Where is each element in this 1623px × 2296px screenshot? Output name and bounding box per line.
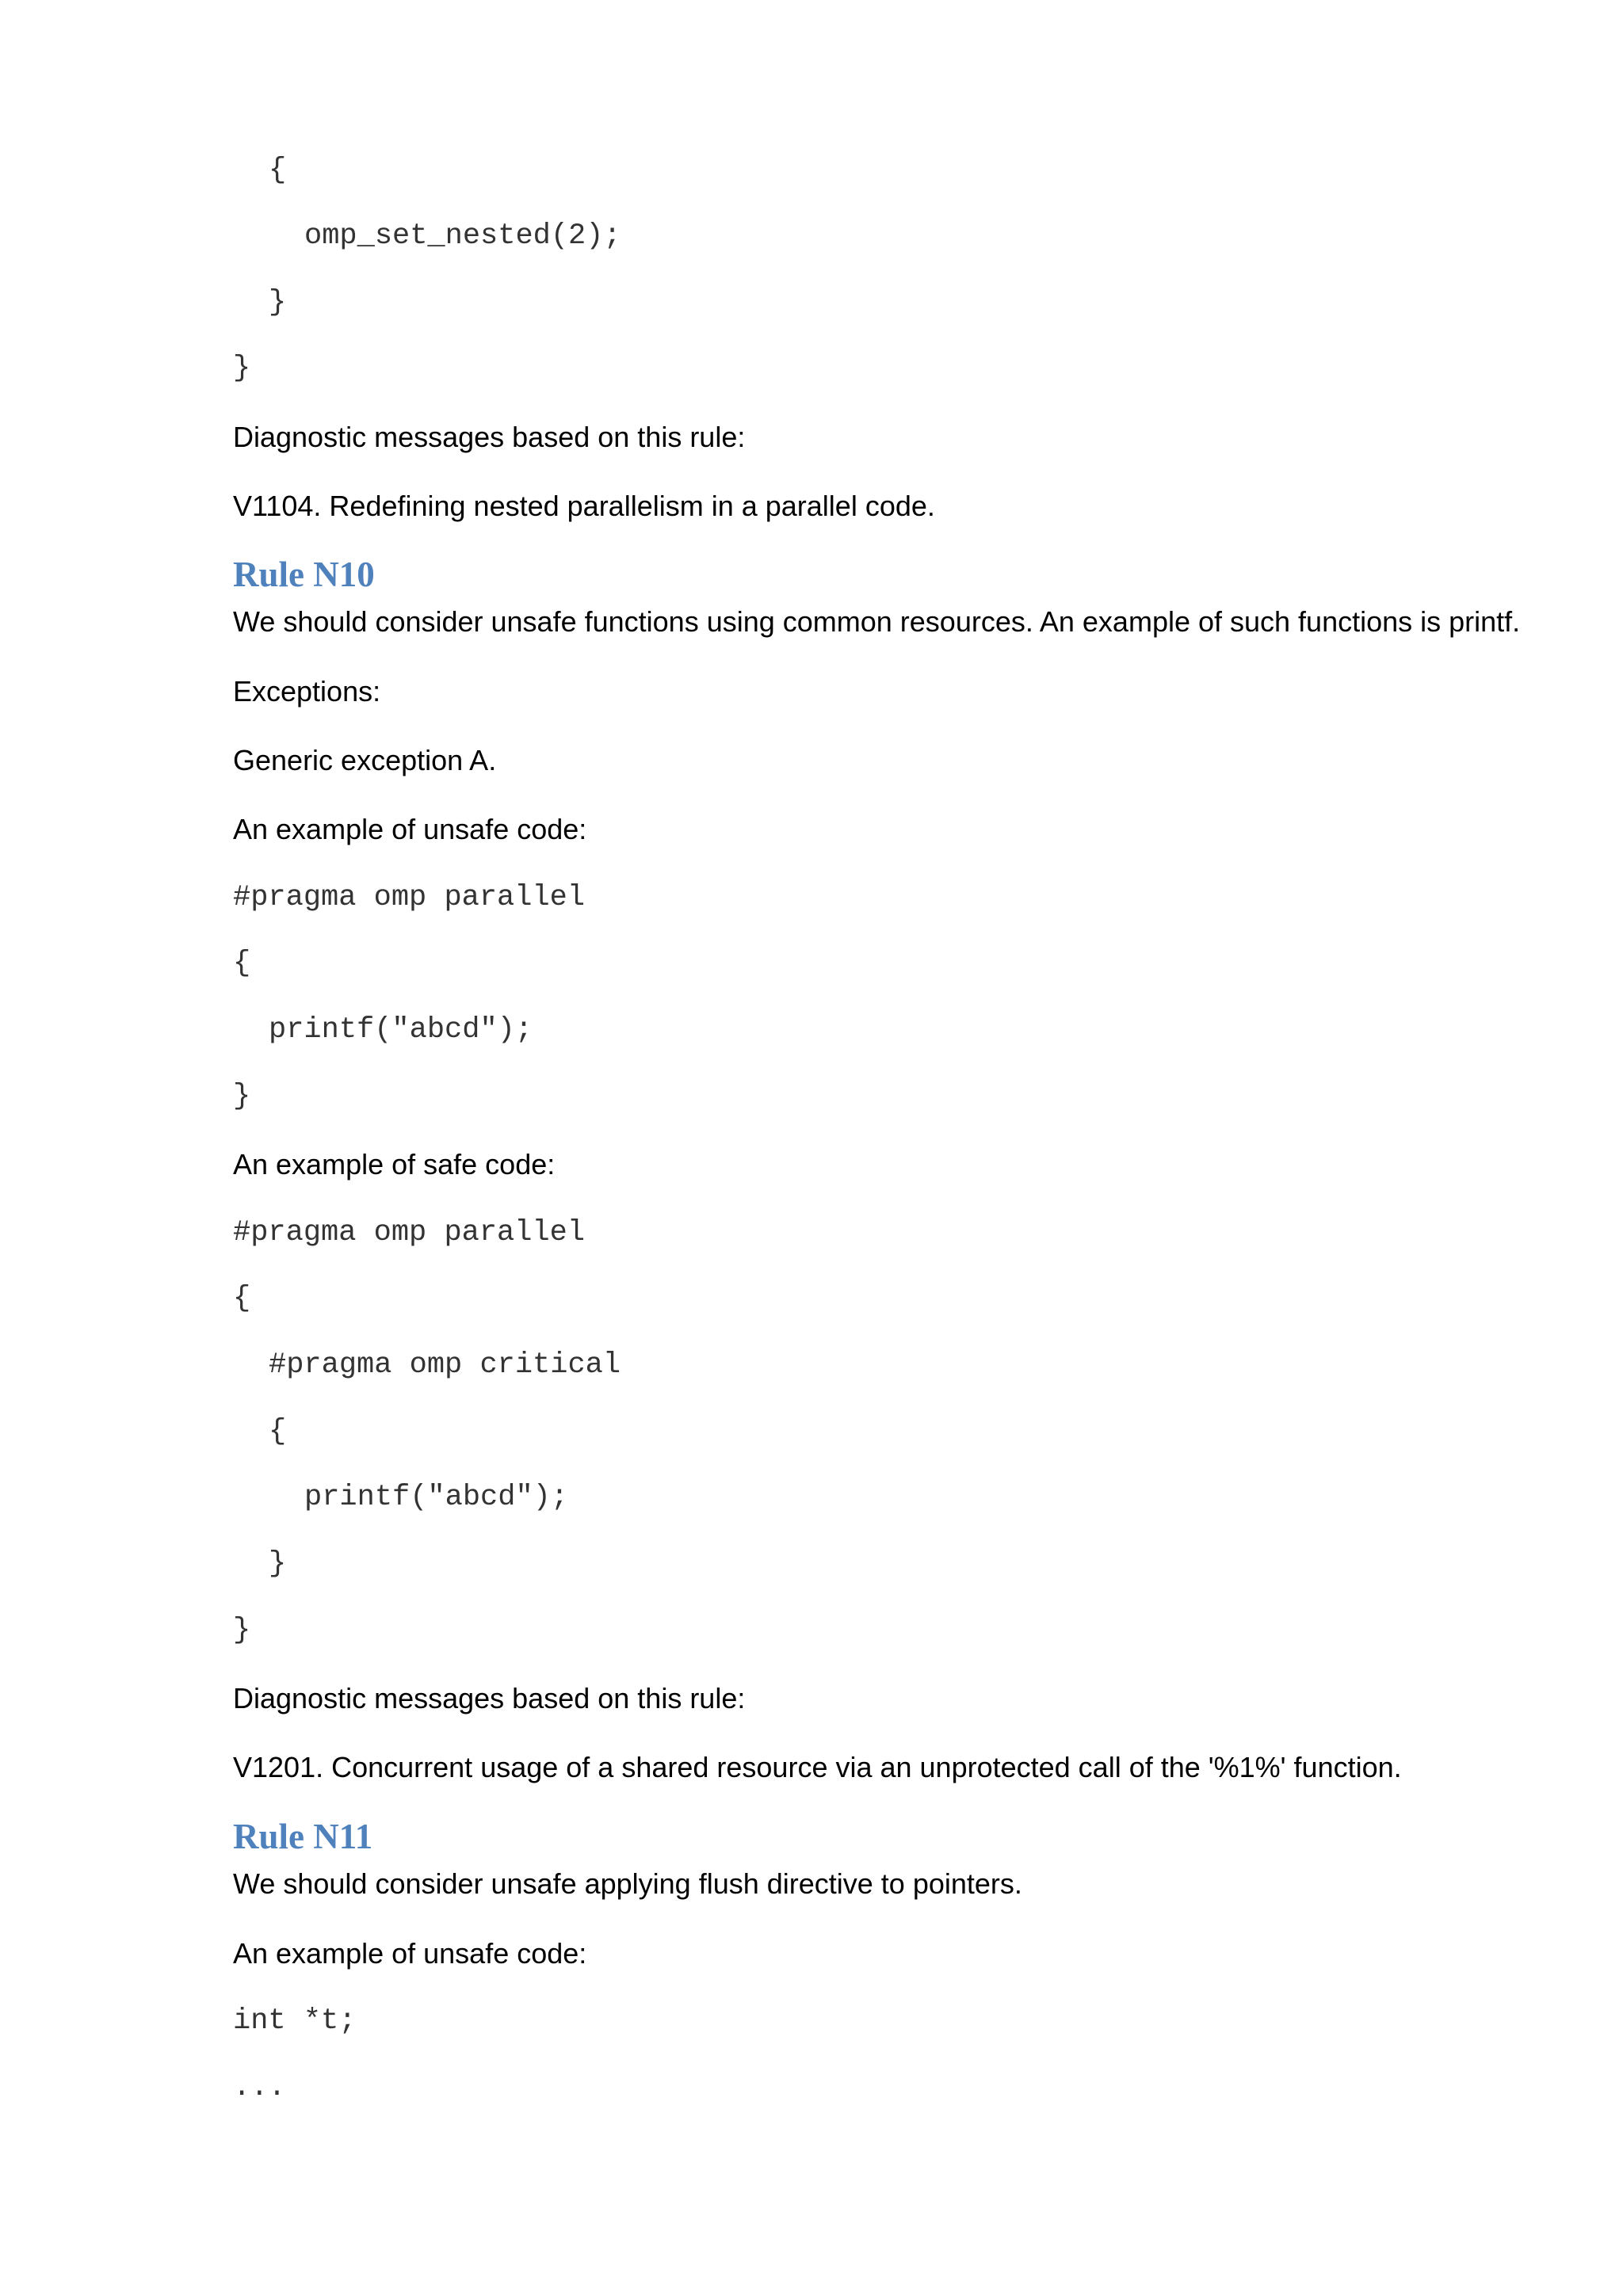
code-line: { <box>233 947 251 980</box>
code-line: { <box>269 154 287 187</box>
code-line: omp_set_nested(2); <box>304 219 621 253</box>
code-line: printf("abcd"); <box>304 1481 569 1514</box>
code-line: } <box>269 286 287 319</box>
code-line: ... <box>233 2071 286 2104</box>
paragraph: Diagnostic messages based on this rule: <box>233 421 746 453</box>
code-line: #pragma omp parallel <box>233 1216 586 1249</box>
code-line: } <box>269 1547 287 1581</box>
paragraph: We should consider unsafe functions using common resources. An example of such functions is printf. <box>233 605 1521 638</box>
paragraph: Generic exception A. <box>233 744 497 776</box>
section-heading: Rule N11 <box>233 1817 373 1856</box>
code-line: { <box>269 1415 287 1448</box>
paragraph: An example of unsafe code: <box>233 813 587 845</box>
code-line: int *t; <box>233 2004 357 2038</box>
section-heading: Rule N10 <box>233 555 375 594</box>
code-line: } <box>233 352 251 385</box>
code-line: } <box>233 1614 251 1647</box>
diagnostic-message: V1104. Redefining nested parallelism in a parallel code. <box>233 490 935 522</box>
code-line: #pragma omp critical <box>269 1348 621 1382</box>
paragraph: Diagnostic messages based on this rule: <box>233 1682 746 1714</box>
paragraph: We should consider unsafe applying flush directive to pointers. <box>233 1867 1022 1900</box>
code-line: printf("abcd"); <box>269 1013 533 1047</box>
code-line: { <box>233 1282 251 1315</box>
paragraph: An example of safe code: <box>233 1148 556 1180</box>
diagnostic-message: V1201. Concurrent usage of a shared resource via an unprotected call of the '%1%' function. <box>233 1751 1402 1783</box>
paragraph: Exceptions: <box>233 675 381 707</box>
code-line: #pragma omp parallel <box>233 881 586 914</box>
code-line: } <box>233 1080 251 1113</box>
paragraph: An example of unsafe code: <box>233 1937 587 1970</box>
